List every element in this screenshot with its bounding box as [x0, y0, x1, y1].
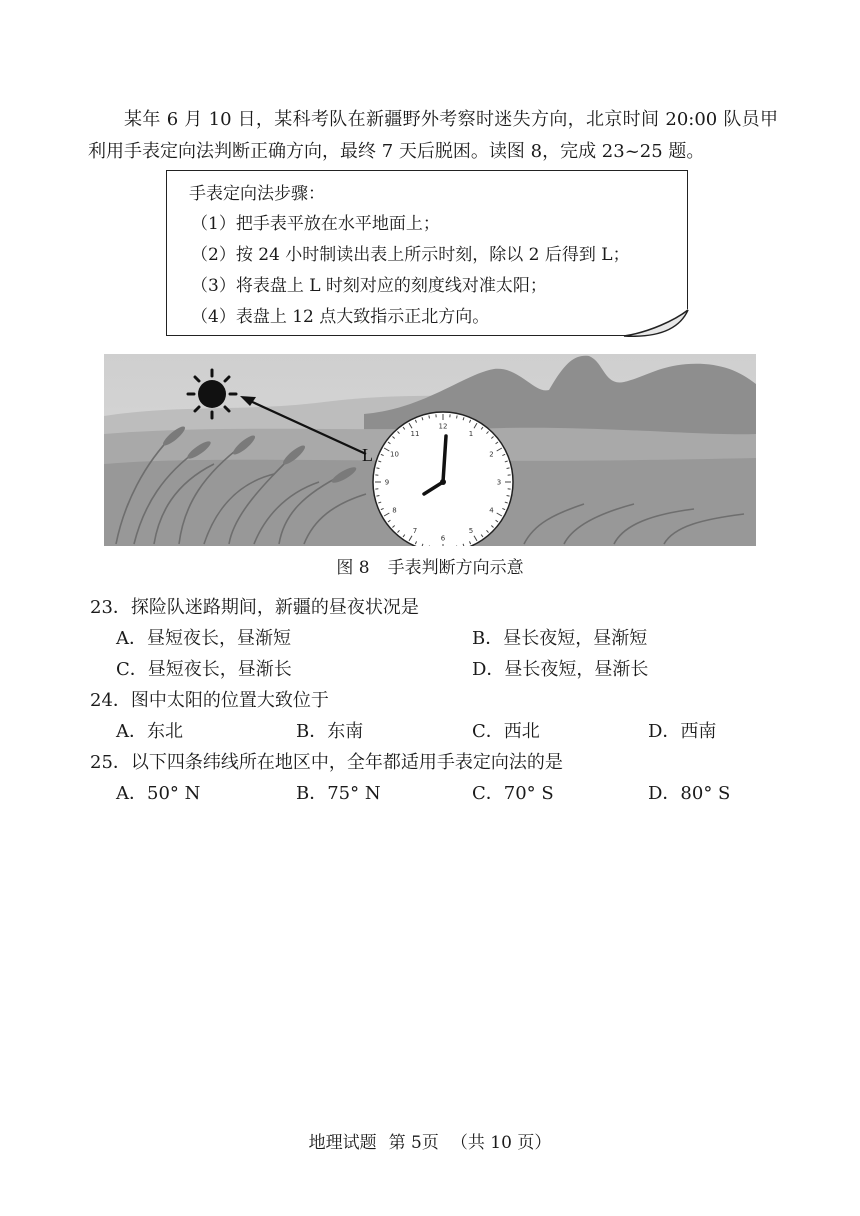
dial-tick — [376, 468, 379, 469]
figure-caption — [0, 553, 860, 578]
note-step-1: （1）把手表平放在水平地面上； — [191, 214, 440, 234]
q25-option-a[interactable]: A．50° N — [116, 783, 201, 804]
dial-number: 12 — [438, 422, 448, 431]
dial-number: 1 — [468, 430, 474, 439]
dial-number: 4 — [489, 506, 494, 515]
question-24-stem: 24．图中太阳的位置大致位于 — [90, 690, 329, 711]
question-25-stem: 25．以下四条纬线所在地区中，全年都适用手表定向法的是 — [90, 752, 563, 773]
footer-subject: 地理试题 — [308, 1133, 377, 1153]
dial-tick — [376, 496, 379, 497]
intro-paragraph — [88, 104, 778, 168]
q24-option-b[interactable]: B．东南 — [296, 721, 364, 742]
q24-option-c[interactable]: C．西北 — [472, 721, 540, 742]
q23-option-d[interactable]: D．昼长夜短，昼渐长 — [472, 659, 649, 680]
q23-option-b[interactable]: B．昼长夜短，昼渐短 — [472, 628, 648, 649]
q25-option-d[interactable]: D．80° S — [648, 783, 731, 804]
dial-number: 9 — [384, 478, 390, 487]
dial-number: 7 — [412, 526, 418, 535]
dial-tick — [429, 415, 430, 418]
dial-number: 8 — [392, 506, 397, 515]
note-step-3: （3）将表盘上 L 时刻对应的刻度线对准太阳； — [191, 276, 547, 296]
dial-tick — [507, 496, 510, 497]
page-footer — [0, 1128, 860, 1153]
dial-tick — [457, 415, 458, 418]
watch-face — [373, 412, 513, 546]
sun-icon — [188, 370, 236, 418]
question-23-stem: 23．探险队迷路期间，新疆的昼夜状况是 — [90, 597, 419, 618]
q23-option-a[interactable]: A．昼短夜长，昼渐短 — [116, 628, 291, 649]
dial-number: 11 — [410, 430, 420, 439]
q24-option-d[interactable]: D．西南 — [648, 721, 717, 742]
q23-option-c[interactable]: C．昼短夜长，昼渐长 — [116, 659, 292, 680]
dial-tick — [507, 468, 510, 469]
dial-number: 6 — [440, 534, 446, 543]
label-L: L — [362, 445, 373, 465]
dial-number: 3 — [496, 478, 502, 487]
watch-direction-illustration — [104, 354, 756, 546]
note-step-4: （4）表盘上 12 点大致指示正北方向。 — [191, 307, 490, 327]
note-step-2: （2）按 24 小时制读出表上所示时刻，除以 2 后得到 L； — [191, 245, 630, 265]
q25-option-b[interactable]: B．75° N — [296, 783, 381, 804]
figure-number: 图 8 — [336, 558, 370, 578]
figure-title: 手表判断方向示意 — [387, 558, 524, 578]
dial-number: 5 — [468, 526, 474, 535]
footer-total: （共 10 页） — [450, 1133, 552, 1153]
steps-note-box — [166, 170, 688, 336]
footer-page: 第 5页 — [388, 1133, 439, 1153]
q24-option-a[interactable]: A．东北 — [116, 721, 183, 742]
dial-number: 2 — [489, 450, 494, 459]
page-curl-icon — [620, 308, 690, 338]
q25-option-c[interactable]: C．70° S — [472, 783, 554, 804]
dial-number: 10 — [390, 450, 399, 459]
intro-text: 某年 6 月 10 日，某科考队在新疆野外考察时迷失方向，北京时间 20:00 队员甲利用手表定向法判断正确方向，最终 7 天后脱困。读图 8，完成 23~25 题。 — [88, 109, 778, 162]
note-title: 手表定向法步骤： — [189, 184, 325, 204]
